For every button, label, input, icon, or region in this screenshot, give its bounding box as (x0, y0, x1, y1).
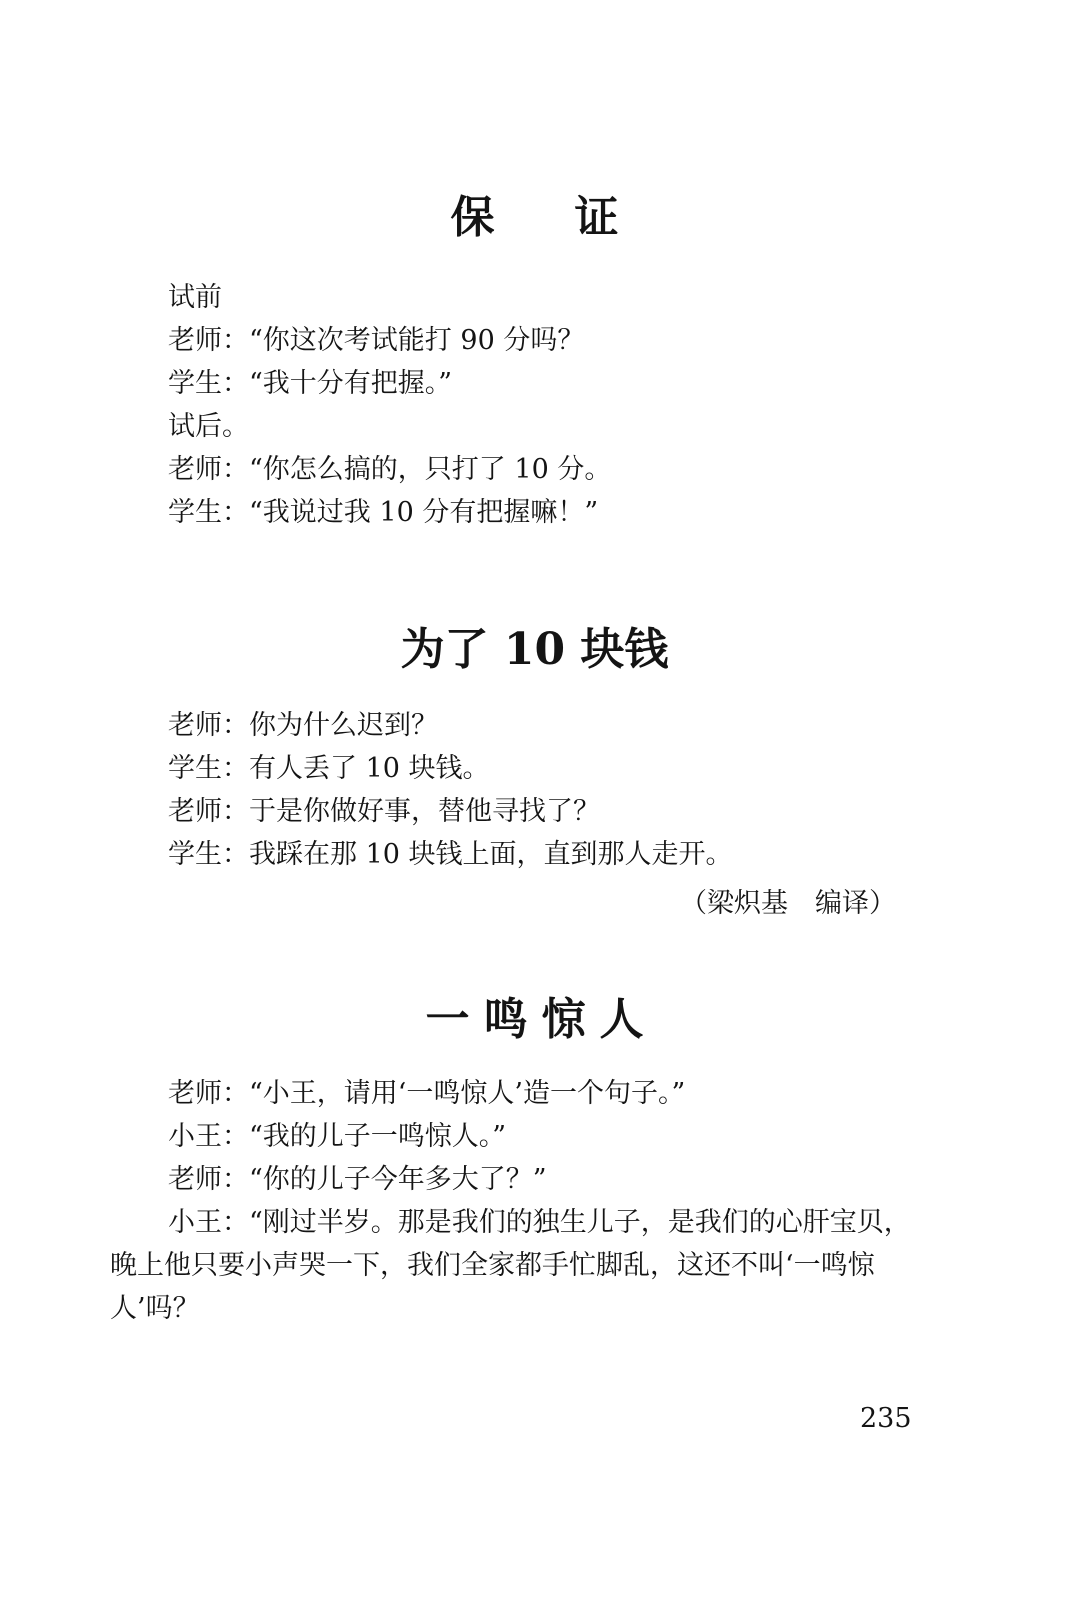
section-title-guarantee: 保证 (450, 192, 699, 243)
dialogue-line: 学生：“我十分有把握。” (168, 368, 453, 399)
section-one-cry-paragraph (110, 1201, 950, 1330)
dialogue-line: 老师：“你的儿子今年多大了？” (168, 1164, 547, 1195)
section-ten-yuan-dialogue (168, 704, 733, 876)
dialogue-line: 学生：有人丢了 10 块钱。 (168, 753, 490, 784)
dialogue-line: 老师：“你这次考试能打 90 分吗？ (168, 325, 585, 356)
dialogue-line: 老师：“你怎么搞的，只打了 10 分。 (168, 454, 612, 485)
section-title-ten-yuan: 为了 10 块钱 (400, 624, 669, 675)
dialogue-line: 学生：我踩在那 10 块钱上面，直到那人走开。 (168, 839, 733, 870)
dialogue-line: 试前 (168, 282, 222, 313)
paragraph-line: 晚上他只要小声哭一下，我们全家都手忙脚乱，这还不叫‘一鸣惊 (110, 1250, 875, 1281)
translator-credit: （梁炽基 编译） (680, 888, 896, 919)
paragraph-line: 小王：“刚过半岁。那是我们的独生儿子，是我们的心肝宝贝， (168, 1207, 911, 1238)
section-one-cry-dialogue (168, 1072, 685, 1201)
dialogue-line: 老师：你为什么迟到？ (168, 710, 438, 741)
section-guarantee-dialogue (168, 276, 611, 534)
paragraph-line: 人’吗？ (110, 1293, 200, 1324)
dialogue-line: 老师：于是你做好事，替他寻找了？ (168, 796, 600, 827)
dialogue-line: 学生：“我说过我 10 分有把握嘛！” (168, 497, 599, 528)
dialogue-line: 老师：“小王，请用‘一鸣惊人’造一个句子。” (168, 1078, 686, 1109)
dialogue-line: 试后。 (168, 411, 249, 442)
dialogue-line: 小王：“我的儿子一鸣惊人。” (168, 1121, 507, 1152)
section-title-one-cry: 一鸣惊人 (425, 994, 658, 1045)
page-number: 235 (860, 1403, 912, 1434)
